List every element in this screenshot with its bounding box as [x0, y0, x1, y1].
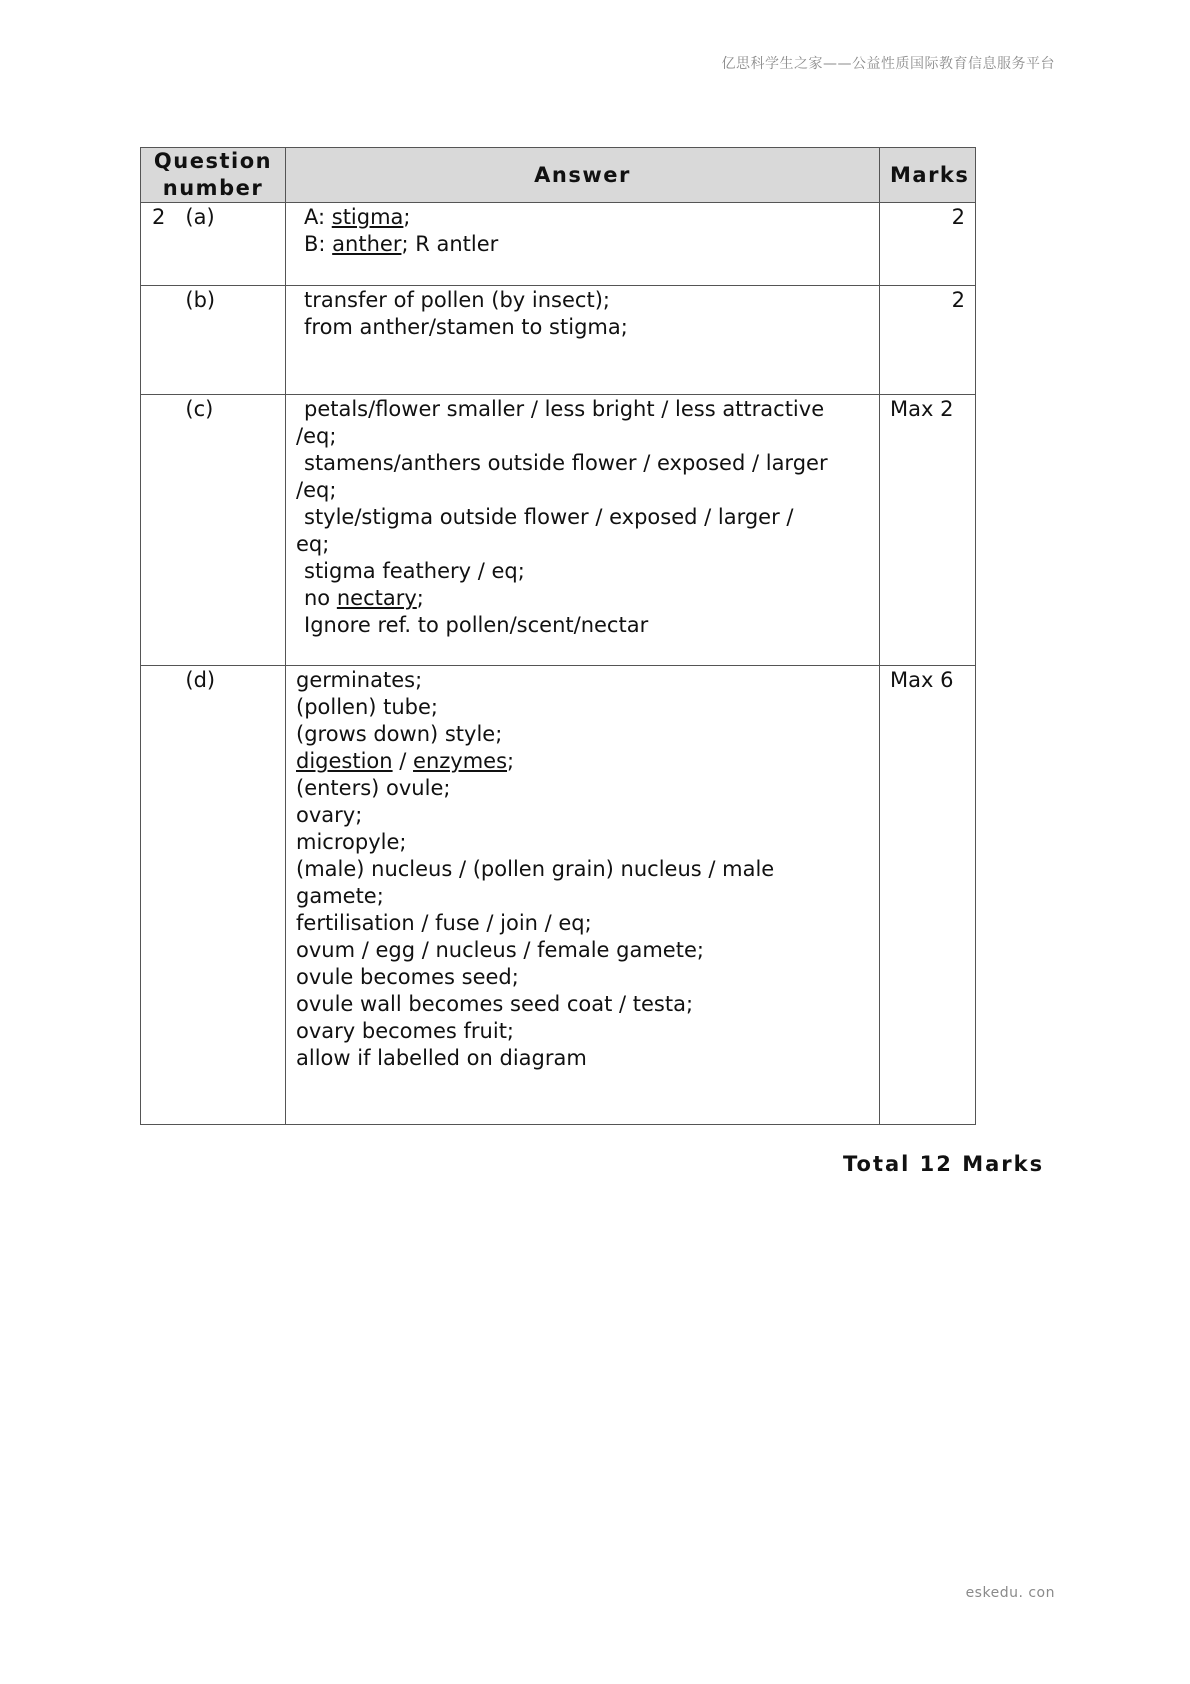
answer-line — [296, 856, 873, 883]
answer-text: Ignore ref. to pollen/scent/nectar — [304, 613, 649, 637]
answer-line — [296, 910, 873, 937]
answer-line — [296, 423, 873, 450]
answer-text: ; — [403, 205, 411, 229]
answer-text: /eq; — [296, 424, 337, 448]
question-number-cell: (c) — [141, 395, 286, 666]
answer-line — [296, 802, 873, 829]
answer-cell — [286, 395, 880, 666]
table-row — [141, 203, 976, 286]
answer-line — [296, 558, 873, 585]
answer-text: ; — [507, 749, 515, 773]
table-row — [141, 395, 976, 666]
answer-line — [296, 721, 873, 748]
answer-text: stigma feathery / eq; — [304, 559, 525, 583]
answer-text: ovary; — [296, 803, 363, 827]
question-number-cell: (b) — [141, 286, 286, 395]
answer-text: /eq; — [296, 478, 337, 502]
answer-text: B: — [304, 232, 333, 256]
marks-cell: 2 — [880, 286, 976, 395]
answer-text: stamens/anthers outside flower / exposed / larger — [304, 451, 828, 475]
answer-cell — [286, 203, 880, 286]
answer-text: ovary becomes fruit; — [296, 1019, 514, 1043]
mark-scheme-table — [140, 147, 976, 1125]
answer-line — [296, 937, 873, 964]
marks-cell: Max 6 — [880, 666, 976, 1125]
answer-text: allow if labelled on diagram — [296, 1046, 587, 1070]
answer-line — [296, 314, 873, 341]
answer-text: micropyle; — [296, 830, 407, 854]
answer-text: no — [304, 586, 337, 610]
table-header-row — [141, 148, 976, 203]
answer-line — [296, 585, 873, 612]
answer-text: germinates; — [296, 668, 423, 692]
answer-line — [296, 694, 873, 721]
answer-text: ovum / egg / nucleus / female gamete; — [296, 938, 704, 962]
answer-text: (pollen) tube; — [296, 695, 439, 719]
answer-line — [296, 667, 873, 694]
answer-line — [296, 1018, 873, 1045]
underlined-term: digestion — [296, 749, 393, 773]
answer-cell — [286, 286, 880, 395]
answer-text: (grows down) style; — [296, 722, 503, 746]
answer-line — [296, 204, 873, 231]
marks-header: Marks — [880, 148, 976, 203]
answer-line — [296, 883, 873, 910]
answer-line — [296, 964, 873, 991]
table-row — [141, 286, 976, 395]
answer-line — [296, 991, 873, 1018]
question-number-header — [141, 148, 286, 203]
marks-cell: 2 — [880, 203, 976, 286]
answer-line — [296, 612, 873, 639]
answer-text: style/stigma outside flower / exposed / larger / — [304, 505, 794, 529]
answer-line — [296, 531, 873, 558]
answer-line — [296, 477, 873, 504]
page-footer: eskedu. con — [965, 1585, 1055, 1601]
answer-line — [296, 231, 873, 258]
answer-line — [296, 829, 873, 856]
answer-text: A: — [304, 205, 332, 229]
answer-line — [296, 287, 873, 314]
underlined-term: enzymes — [413, 749, 508, 773]
answer-line — [296, 1045, 873, 1072]
answer-text: fertilisation / fuse / join / eq; — [296, 911, 592, 935]
page-header: 亿思科学生之家——公益性质国际教育信息服务平台 — [721, 56, 1055, 72]
marks-cell: Max 2 — [880, 395, 976, 666]
answer-line — [296, 504, 873, 531]
answer-text: ovule becomes seed; — [296, 965, 519, 989]
answer-line — [296, 748, 873, 775]
answer-text: ; R antler — [401, 232, 499, 256]
underlined-term: anther — [332, 232, 402, 256]
underlined-term: stigma — [331, 205, 404, 229]
answer-text: ; — [416, 586, 424, 610]
answer-text: (male) nucleus / (pollen grain) nucleus / male — [296, 857, 775, 881]
answer-text: petals/flower smaller / less bright / less attractive — [304, 397, 825, 421]
question-number-cell: (d) — [141, 666, 286, 1125]
answer-text: gamete; — [296, 884, 384, 908]
answer-cell — [286, 666, 880, 1125]
total-marks: Total 12 Marks — [843, 1152, 1045, 1176]
answer-text: eq; — [296, 532, 330, 556]
answer-line — [296, 396, 873, 423]
table-row — [141, 666, 976, 1125]
answer-text: ovule wall becomes seed coat / testa; — [296, 992, 694, 1016]
answer-line — [296, 450, 873, 477]
question-number-cell: 2 (a) — [141, 203, 286, 286]
answer-text: from anther/stamen to stigma; — [304, 315, 628, 339]
underlined-term: nectary — [336, 586, 417, 610]
header-line: Question — [153, 149, 273, 173]
header-line: number — [162, 176, 264, 200]
answer-text: / — [392, 749, 414, 773]
answer-text: transfer of pollen (by insect); — [304, 288, 610, 312]
answer-header: Answer — [286, 148, 880, 203]
answer-line — [296, 775, 873, 802]
answer-text: (enters) ovule; — [296, 776, 451, 800]
